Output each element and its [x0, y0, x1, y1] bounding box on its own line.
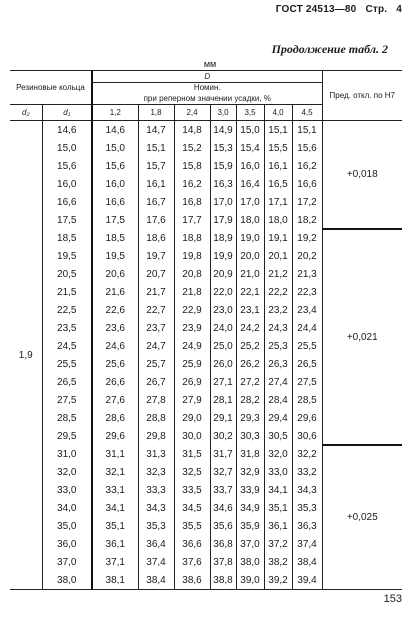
- d1-cell: 29,5: [42, 427, 92, 445]
- value-cell: 32,3: [138, 463, 174, 481]
- nom-cell: 19,5: [92, 247, 138, 265]
- d1-cell: 15,0: [42, 139, 92, 157]
- value-cell: 39,0: [236, 571, 264, 590]
- value-cell: 23,0: [210, 301, 236, 319]
- value-cell: 24,9: [174, 337, 210, 355]
- nom-cell: 29,6: [92, 427, 138, 445]
- value-cell: 21,0: [236, 265, 264, 283]
- d1-cell: 16,6: [42, 193, 92, 211]
- value-cell: 28,4: [264, 391, 292, 409]
- table-row: [10, 121, 402, 140]
- value-cell: 35,3: [292, 499, 322, 517]
- value-cell: 39,4: [292, 571, 322, 590]
- d2-header: [10, 105, 42, 121]
- value-cell: 18,6: [138, 229, 174, 247]
- value-cell: 20,2: [292, 247, 322, 265]
- value-cell: 17,9: [210, 211, 236, 229]
- nom-cell: 36,1: [92, 535, 138, 553]
- nom-cell: 16,0: [92, 175, 138, 193]
- value-cell: 14,7: [138, 121, 174, 140]
- D-header: [92, 71, 322, 83]
- value-cell: 33,7: [210, 481, 236, 499]
- value-cell: 32,2: [292, 445, 322, 463]
- value-cell: 28,2: [236, 391, 264, 409]
- value-cell: 22,9: [174, 301, 210, 319]
- value-cell: 20,9: [210, 265, 236, 283]
- shrink-2-4: 2,4: [174, 105, 210, 121]
- shrink-1-2: 1,2: [92, 105, 138, 121]
- d1-cell: 19,5: [42, 247, 92, 265]
- d1-cell: 34,0: [42, 499, 92, 517]
- value-cell: 26,9: [174, 373, 210, 391]
- value-cell: 15,0: [236, 121, 264, 140]
- value-cell: 31,5: [174, 445, 210, 463]
- page-number: 153: [383, 593, 402, 605]
- value-cell: 23,2: [264, 301, 292, 319]
- value-cell: 27,1: [210, 373, 236, 391]
- value-cell: 27,9: [174, 391, 210, 409]
- value-cell: 27,5: [292, 373, 322, 391]
- value-cell: 38,2: [264, 553, 292, 571]
- D-symbol: D: [204, 71, 211, 81]
- d1-cell: 22,5: [42, 301, 92, 319]
- nom-cell: 31,1: [92, 445, 138, 463]
- nom-cell: 16,6: [92, 193, 138, 211]
- nom-cell: 27,6: [92, 391, 138, 409]
- nom-cell: 15,0: [92, 139, 138, 157]
- value-cell: 38,4: [292, 553, 322, 571]
- value-cell: 36,8: [210, 535, 236, 553]
- value-cell: 15,2: [174, 139, 210, 157]
- value-cell: 30,6: [292, 427, 322, 445]
- nom-cell: 22,6: [92, 301, 138, 319]
- tolerance-header: Пред. откл. по H7: [322, 71, 402, 121]
- value-cell: 38,4: [138, 571, 174, 590]
- value-cell: 26,2: [236, 355, 264, 373]
- value-cell: 37,6: [174, 553, 210, 571]
- d1-cell: 21,5: [42, 283, 92, 301]
- value-cell: 34,3: [292, 481, 322, 499]
- running-header: [270, 4, 402, 15]
- nom-cell: 37,1: [92, 553, 138, 571]
- value-cell: 22,2: [264, 283, 292, 301]
- d1-cell: 32,0: [42, 463, 92, 481]
- nom-cell: 17,5: [92, 211, 138, 229]
- d2-value: 1,9: [10, 121, 42, 590]
- value-cell: 28,8: [138, 409, 174, 427]
- table-row: [10, 229, 402, 247]
- value-cell: 29,0: [174, 409, 210, 427]
- value-cell: 20,1: [264, 247, 292, 265]
- value-cell: 17,1: [264, 193, 292, 211]
- value-cell: 16,4: [236, 175, 264, 193]
- value-cell: 37,4: [292, 535, 322, 553]
- value-cell: 14,9: [210, 121, 236, 140]
- nom-cell: 23,6: [92, 319, 138, 337]
- value-cell: 35,1: [264, 499, 292, 517]
- nom-cell: 20,6: [92, 265, 138, 283]
- value-cell: 25,2: [236, 337, 264, 355]
- value-cell: 22,7: [138, 301, 174, 319]
- rubber-ring-header: Резиновые кольца: [10, 71, 92, 105]
- value-cell: 25,5: [292, 337, 322, 355]
- value-cell: 19,9: [210, 247, 236, 265]
- nom-cell: 33,1: [92, 481, 138, 499]
- d1-cell: 37,0: [42, 553, 92, 571]
- value-cell: 31,3: [138, 445, 174, 463]
- d1-cell: 24,5: [42, 337, 92, 355]
- d1-cell: 16,0: [42, 175, 92, 193]
- value-cell: 16,1: [138, 175, 174, 193]
- dimensions-table: [10, 70, 402, 590]
- value-cell: 21,8: [174, 283, 210, 301]
- value-cell: 26,7: [138, 373, 174, 391]
- value-cell: 19,7: [138, 247, 174, 265]
- nom-cell: 28,6: [92, 409, 138, 427]
- value-cell: 25,0: [210, 337, 236, 355]
- value-cell: 24,7: [138, 337, 174, 355]
- value-cell: 26,0: [210, 355, 236, 373]
- value-cell: 16,3: [210, 175, 236, 193]
- value-cell: 17,0: [236, 193, 264, 211]
- value-cell: 28,5: [292, 391, 322, 409]
- value-cell: 16,7: [138, 193, 174, 211]
- gost-number: ГОСТ 24513—80: [275, 4, 357, 15]
- shrink-1-8: 1,8: [138, 105, 174, 121]
- value-cell: 30,2: [210, 427, 236, 445]
- value-cell: 15,5: [264, 139, 292, 157]
- d2-symbol: d₂: [22, 107, 30, 117]
- value-cell: 21,3: [292, 265, 322, 283]
- value-cell: 35,9: [236, 517, 264, 535]
- nom-cell: 32,1: [92, 463, 138, 481]
- value-cell: 23,1: [236, 301, 264, 319]
- value-cell: 15,7: [138, 157, 174, 175]
- value-cell: 33,0: [264, 463, 292, 481]
- value-cell: 22,1: [236, 283, 264, 301]
- nom-cell: 15,6: [92, 157, 138, 175]
- value-cell: 38,6: [174, 571, 210, 590]
- shrink-3-0: 3,0: [210, 105, 236, 121]
- nom-cell: 24,6: [92, 337, 138, 355]
- value-cell: 22,0: [210, 283, 236, 301]
- value-cell: 20,7: [138, 265, 174, 283]
- nom-cell: 38,1: [92, 571, 138, 590]
- value-cell: 27,4: [264, 373, 292, 391]
- value-cell: 25,9: [174, 355, 210, 373]
- value-cell: 19,1: [264, 229, 292, 247]
- value-cell: 19,8: [174, 247, 210, 265]
- value-cell: 30,3: [236, 427, 264, 445]
- value-cell: 33,5: [174, 481, 210, 499]
- value-cell: 21,7: [138, 283, 174, 301]
- value-cell: 29,3: [236, 409, 264, 427]
- value-cell: 35,5: [174, 517, 210, 535]
- value-cell: 32,7: [210, 463, 236, 481]
- d1-cell: 27,5: [42, 391, 92, 409]
- d1-cell: 17,5: [42, 211, 92, 229]
- value-cell: 16,6: [292, 175, 322, 193]
- value-cell: 32,9: [236, 463, 264, 481]
- value-cell: 14,8: [174, 121, 210, 140]
- value-cell: 36,6: [174, 535, 210, 553]
- value-cell: 39,2: [264, 571, 292, 590]
- value-cell: 36,4: [138, 535, 174, 553]
- value-cell: 16,5: [264, 175, 292, 193]
- value-cell: 32,0: [264, 445, 292, 463]
- value-cell: 19,0: [236, 229, 264, 247]
- d1-cell: 15,6: [42, 157, 92, 175]
- value-cell: 37,0: [236, 535, 264, 553]
- value-cell: 15,1: [138, 139, 174, 157]
- value-cell: 36,3: [292, 517, 322, 535]
- value-cell: 37,4: [138, 553, 174, 571]
- value-cell: 33,2: [292, 463, 322, 481]
- d1-cell: 20,5: [42, 265, 92, 283]
- d1-cell: 35,0: [42, 517, 92, 535]
- value-cell: 23,7: [138, 319, 174, 337]
- value-cell: 16,2: [174, 175, 210, 193]
- value-cell: 27,8: [138, 391, 174, 409]
- value-cell: 18,8: [174, 229, 210, 247]
- unit-label: мм: [203, 59, 217, 69]
- value-cell: 17,0: [210, 193, 236, 211]
- value-cell: 25,3: [264, 337, 292, 355]
- d1-cell: 33,0: [42, 481, 92, 499]
- value-cell: 15,6: [292, 139, 322, 157]
- value-cell: 26,3: [264, 355, 292, 373]
- page-no: 4: [396, 4, 402, 15]
- value-cell: 35,6: [210, 517, 236, 535]
- value-cell: 31,7: [210, 445, 236, 463]
- value-cell: 20,0: [236, 247, 264, 265]
- table-row: [10, 445, 402, 463]
- value-cell: 17,2: [292, 193, 322, 211]
- value-cell: 37,2: [264, 535, 292, 553]
- value-cell: 29,6: [292, 409, 322, 427]
- value-cell: 18,2: [292, 211, 322, 229]
- value-cell: 20,8: [174, 265, 210, 283]
- d1-cell: 36,0: [42, 535, 92, 553]
- d1-cell: 26,5: [42, 373, 92, 391]
- value-cell: 22,3: [292, 283, 322, 301]
- nom-cell: 18,5: [92, 229, 138, 247]
- value-cell: 16,2: [292, 157, 322, 175]
- value-cell: 23,4: [292, 301, 322, 319]
- nom-cell: 25,6: [92, 355, 138, 373]
- value-cell: 18,0: [236, 211, 264, 229]
- nominal-header: Номин.: [92, 83, 322, 94]
- d1-cell: 38,0: [42, 571, 92, 590]
- d1-header: [42, 105, 92, 121]
- value-cell: 15,9: [210, 157, 236, 175]
- value-cell: 37,8: [210, 553, 236, 571]
- shrink-4-0: 4,0: [264, 105, 292, 121]
- value-cell: 26,5: [292, 355, 322, 373]
- value-cell: 34,3: [138, 499, 174, 517]
- value-cell: 32,5: [174, 463, 210, 481]
- value-cell: 16,8: [174, 193, 210, 211]
- value-cell: 25,7: [138, 355, 174, 373]
- shrink-header: при реперном значении усадки, %: [92, 94, 322, 105]
- value-cell: 16,1: [264, 157, 292, 175]
- value-cell: 29,1: [210, 409, 236, 427]
- value-cell: 33,3: [138, 481, 174, 499]
- value-cell: 29,4: [264, 409, 292, 427]
- value-cell: 24,0: [210, 319, 236, 337]
- value-cell: 38,0: [236, 553, 264, 571]
- value-cell: 28,1: [210, 391, 236, 409]
- value-cell: 30,0: [174, 427, 210, 445]
- d1-cell: 14,6: [42, 121, 92, 140]
- nom-cell: 14,6: [92, 121, 138, 140]
- value-cell: 38,8: [210, 571, 236, 590]
- value-cell: 35,3: [138, 517, 174, 535]
- nom-cell: 26,6: [92, 373, 138, 391]
- d1-cell: 18,5: [42, 229, 92, 247]
- value-cell: 19,2: [292, 229, 322, 247]
- value-cell: 17,6: [138, 211, 174, 229]
- value-cell: 18,9: [210, 229, 236, 247]
- value-cell: 27,2: [236, 373, 264, 391]
- value-cell: 29,8: [138, 427, 174, 445]
- table-caption: Продолжение табл. 2: [271, 42, 388, 56]
- page-label: Стр.: [365, 4, 388, 15]
- value-cell: 15,1: [264, 121, 292, 140]
- shrink-4-5: 4,5: [292, 105, 322, 121]
- tolerance-cell: +0,018: [322, 121, 402, 230]
- value-cell: 15,3: [210, 139, 236, 157]
- value-cell: 17,7: [174, 211, 210, 229]
- value-cell: 18,0: [264, 211, 292, 229]
- tolerance-cell: +0,021: [322, 229, 402, 445]
- d1-cell: 28,5: [42, 409, 92, 427]
- nom-cell: 34,1: [92, 499, 138, 517]
- nom-cell: 21,6: [92, 283, 138, 301]
- nom-cell: 35,1: [92, 517, 138, 535]
- value-cell: 15,1: [292, 121, 322, 140]
- value-cell: 24,3: [264, 319, 292, 337]
- value-cell: 15,4: [236, 139, 264, 157]
- value-cell: 23,9: [174, 319, 210, 337]
- value-cell: 21,2: [264, 265, 292, 283]
- value-cell: 30,5: [264, 427, 292, 445]
- value-cell: 24,4: [292, 319, 322, 337]
- value-cell: 16,0: [236, 157, 264, 175]
- value-cell: 15,8: [174, 157, 210, 175]
- value-cell: 36,1: [264, 517, 292, 535]
- value-cell: 34,6: [210, 499, 236, 517]
- d1-cell: 31,0: [42, 445, 92, 463]
- shrink-3-5: 3,5: [236, 105, 264, 121]
- table-body: [10, 121, 402, 590]
- value-cell: 34,1: [264, 481, 292, 499]
- value-cell: 24,2: [236, 319, 264, 337]
- value-cell: 33,9: [236, 481, 264, 499]
- tolerance-cell: +0,025: [322, 445, 402, 590]
- d1-cell: 25,5: [42, 355, 92, 373]
- d1-cell: 23,5: [42, 319, 92, 337]
- value-cell: 34,9: [236, 499, 264, 517]
- value-cell: 31,8: [236, 445, 264, 463]
- d1-symbol: d₁: [63, 107, 71, 117]
- value-cell: 34,5: [174, 499, 210, 517]
